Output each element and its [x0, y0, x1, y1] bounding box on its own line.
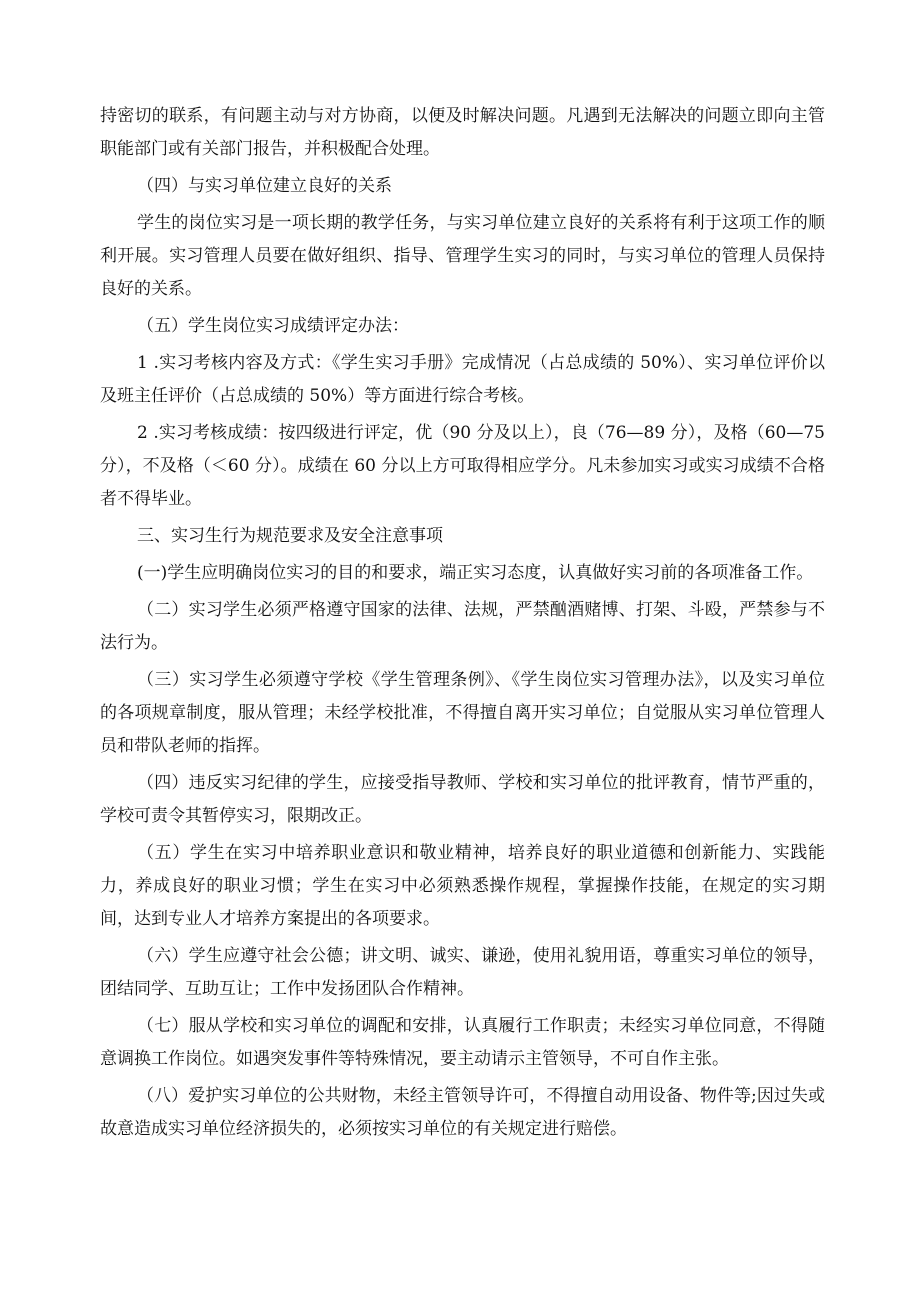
- rule-item-3: （三）实习学生必须遵守学校《学生管理条例》、《学生岗位实习管理办法》，以及实习单位的各项规章制度，服从管理；未经学校批准，不得擅自离开实习单位；自觉服从实习单位管理人员和带队老师的指挥。: [100, 670, 825, 756]
- document-page: [100, 100, 825, 1150]
- rule-item-1: (一)学生应明确岗位实习的目的和要求，端正实习态度，认真做好实习前的各项准备工作。: [137, 563, 814, 583]
- rule-item-7: （七）服从学校和实习单位的调配和安排，认真履行工作职责；未经实习单位同意，不得随意调换工作岗位。如遇突发事件等特殊情况，要主动请示主管领导，不可自作主张。: [100, 1016, 825, 1069]
- chapter-heading-3: 三、实习生行为规范要求及安全注意事项: [137, 526, 443, 546]
- paragraph-relations: 学生的岗位实习是一项长期的教学任务，与实习单位建立良好的关系将有利于这项工作的顺利开展。实习管理人员要在做好组织、指导、管理学生实习的同时，与实习单位的管理人员保持良好的关系。: [100, 213, 825, 299]
- paragraph-continuation: 持密切的联系，有问题主动与对方协商，以便及时解决问题。凡遇到无法解决的问题立即向主管职能部门或有关部门报告，并积极配合处理。: [100, 106, 825, 159]
- rule-item-8: （八）爱护实习单位的公共财物，未经主管领导许可，不得擅自动用设备、物件等;因过失或故意造成实习单位经济损失的，必须按实习单位的有关规定进行赔偿。: [100, 1086, 825, 1139]
- rule-item-6: （六）学生应遵守社会公德；讲文明、诚实、谦逊，使用礼貌用语，尊重实习单位的领导，团结同学、互助互让；工作中发扬团队合作精神。: [100, 946, 825, 999]
- section-heading-5: （五）学生岗位实习成绩评定办法：: [137, 316, 409, 336]
- list-item-assessment-method: 1 .实习考核内容及方式：《学生实习手册》完成情况（占总成绩的 50%）、实习单位评价以及班主任评价（占总成绩的 50%）等方面进行综合考核。: [100, 353, 825, 406]
- rule-item-4: （四）违反实习纪律的学生，应接受指导教师、学校和实习单位的批评教育，情节严重的，学校可责令其暂停实习，限期改正。: [100, 773, 825, 826]
- rule-item-5: （五）学生在实习中培养职业意识和敬业精神，培养良好的职业道德和创新能力、实践能力，养成良好的职业习惯；学生在实习中必须熟悉操作规程，掌握操作技能，在规定的实习期间，达到专业人才培养方案提出的各项要求。: [100, 843, 825, 929]
- list-item-assessment-grades: 2 .实习考核成绩：按四级进行评定，优（90 分及以上），良（76—89 分），及格（60—75 分），不及格（＜60 分）。成绩在 60 分以上方可取得相应学分。凡未参加实习或实习成绩不合格者不得毕业。: [100, 423, 825, 509]
- section-heading-4: （四）与实习单位建立良好的关系: [137, 176, 392, 196]
- rule-item-2: （二）实习学生必须严格遵守国家的法律、法规，严禁酗酒赌博、打架、斗殴，严禁参与不法行为。: [100, 600, 825, 653]
